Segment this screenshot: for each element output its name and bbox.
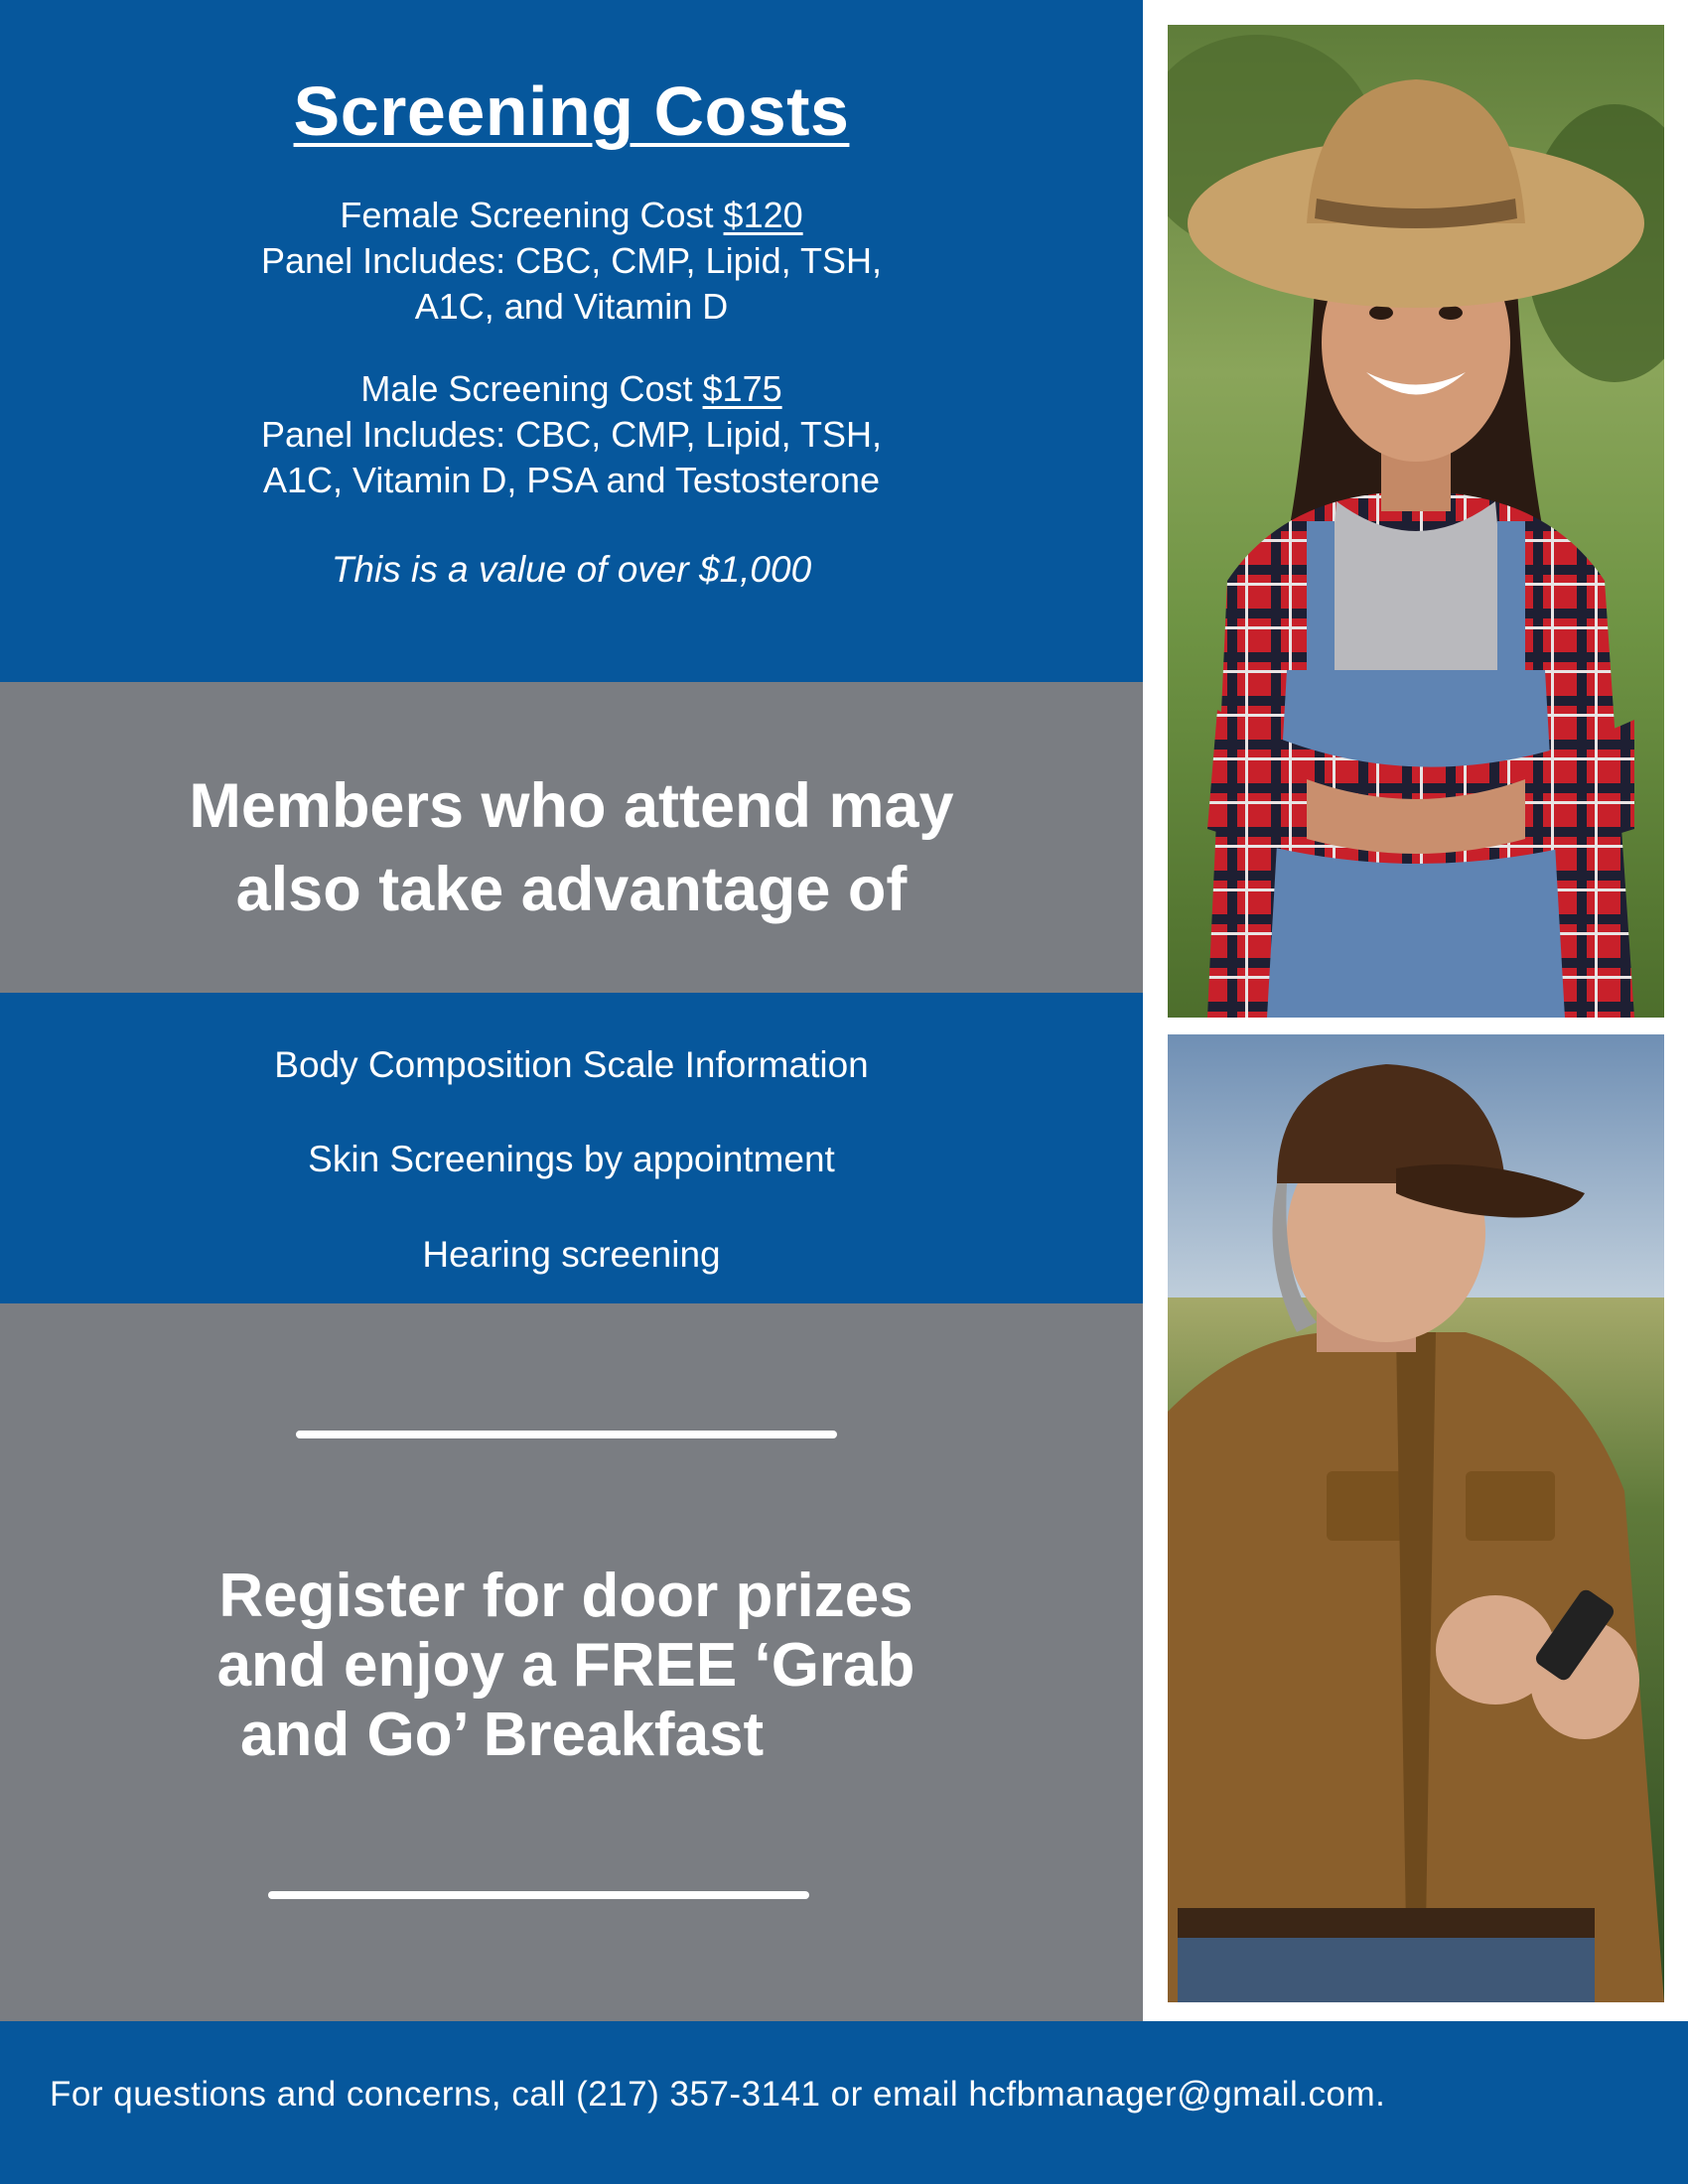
- divider-bottom: [268, 1891, 809, 1899]
- register-headline-line2: and enjoy a FREE ‘Grab: [216, 1631, 915, 1700]
- female-panel-line1: Panel Includes: CBC, CMP, Lipid, TSH,: [261, 240, 882, 281]
- benefits-panel: [0, 993, 1143, 1303]
- male-screening-block: [0, 366, 1143, 503]
- female-screening-block: [0, 193, 1143, 330]
- register-panel: [0, 1303, 1143, 2021]
- male-cost-label: Male Screening Cost: [360, 368, 703, 409]
- male-panel-line1: Panel Includes: CBC, CMP, Lipid, TSH,: [261, 414, 882, 455]
- female-cost-line: [0, 193, 1143, 238]
- divider-top: [296, 1431, 837, 1438]
- female-panel-line2: A1C, and Vitamin D: [414, 286, 729, 327]
- benefit-item: Skin Screenings by appointment: [308, 1139, 835, 1179]
- male-cost-price: $175: [702, 368, 782, 409]
- members-headline-line1: Members who attend may: [189, 771, 954, 841]
- screening-costs-title: Screening Costs: [293, 72, 850, 150]
- photo-man-farmer: [1168, 1034, 1664, 2002]
- members-headline-line2: also take advantage of: [235, 855, 908, 924]
- register-headline-line1: Register for door prizes: [218, 1562, 914, 1630]
- value-note: This is a value of over $1,000: [331, 549, 812, 590]
- female-cost-label: Female Screening Cost: [340, 195, 724, 235]
- footer-contact-text: For questions and concerns, call (217) 357-3141 or email hcfbmanager@gmail.com.: [50, 2075, 1386, 2114]
- female-cost-price: $120: [723, 195, 803, 235]
- benefit-item: Hearing screening: [422, 1234, 721, 1275]
- male-panel-line2: A1C, Vitamin D, PSA and Testosterone: [262, 460, 881, 500]
- footer: [0, 2021, 1688, 2184]
- members-headline: [0, 764, 1143, 931]
- screening-costs-panel: [0, 0, 1143, 682]
- benefit-item: Body Composition Scale Information: [274, 1044, 869, 1085]
- man-farmer-illustration: [1168, 1034, 1664, 2002]
- members-panel: [0, 682, 1143, 993]
- woman-farmer-illustration: [1168, 25, 1664, 1018]
- photo-woman-farmer: [1168, 25, 1664, 1018]
- male-cost-line: [0, 366, 1143, 412]
- register-headline: [139, 1562, 993, 1770]
- register-headline-line3: and Go’ Breakfast: [240, 1701, 765, 1769]
